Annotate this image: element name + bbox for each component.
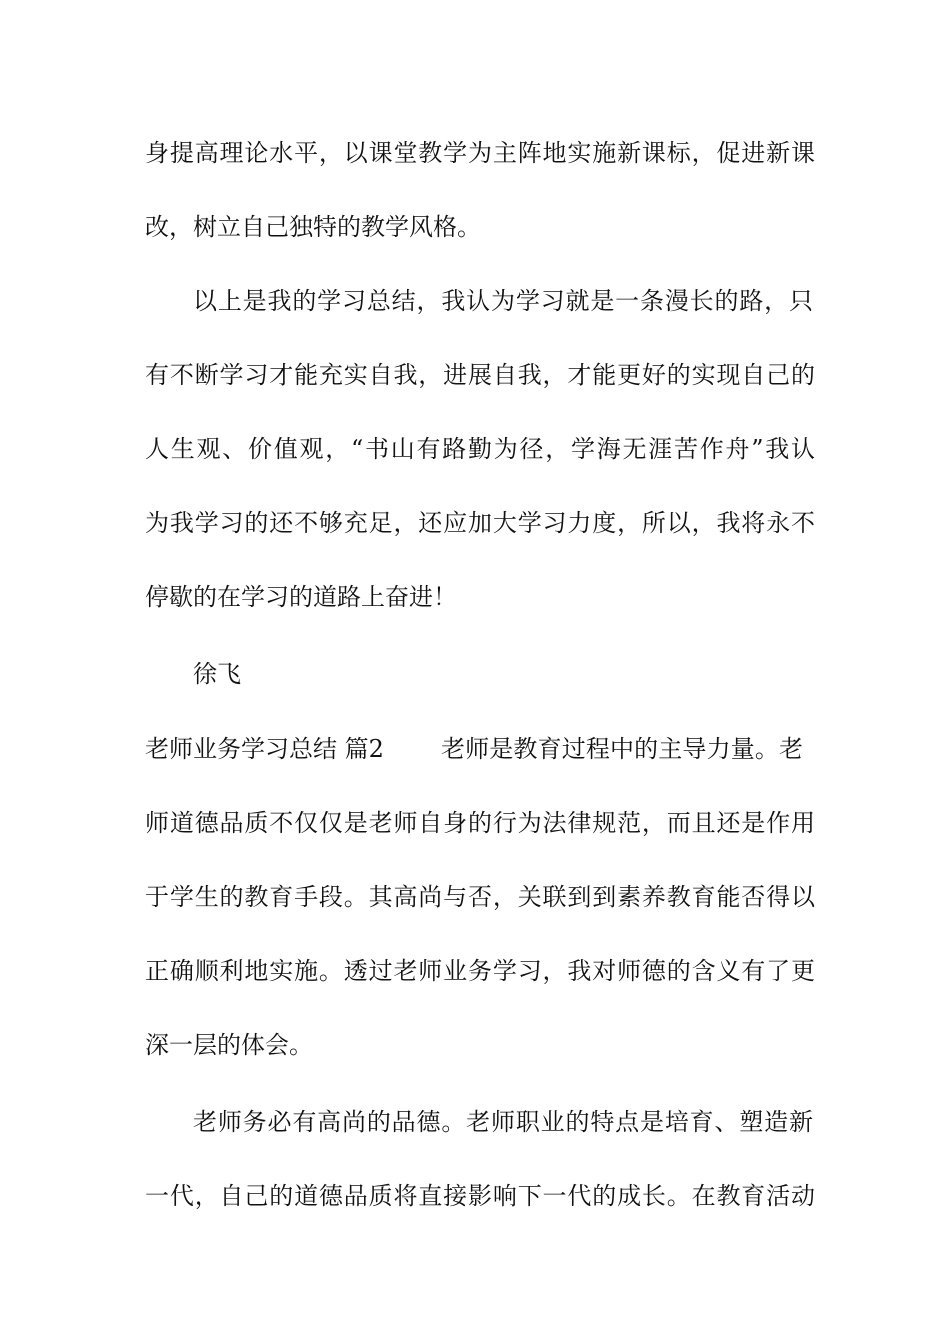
paragraph-line: 正确顺利地实施。透过老师业务学习，我对师德的含义有了更: [145, 957, 815, 985]
paragraph-line: 老师务必有高尚的品德。老师职业的特点是培育、塑造新: [193, 1108, 813, 1136]
paragraph-line: 为我学习的还不够充足，还应加大学习力度，所以，我将永不: [145, 509, 815, 537]
section-title: 老师业务学习总结 篇2: [145, 735, 384, 763]
paragraph-line: 人生观、价值观，“书山有路勤为径，学海无涯苦作舟”我认: [145, 435, 815, 463]
paragraph-line: 师道德品质不仅仅是老师自身的行为法律规范，而且还是作用: [145, 809, 815, 837]
paragraph-line: 一代，自己的道德品质将直接影响下一代的成长。在教育活动: [145, 1182, 815, 1210]
author-signature: 徐飞: [193, 660, 241, 688]
paragraph-line: 深一层的体会。: [145, 1031, 313, 1059]
paragraph-line: 以上是我的学习总结，我认为学习就是一条漫长的路，只: [193, 287, 813, 315]
paragraph-line: 于学生的教育手段。其高尚与否，关联到到素养教育能否得以: [145, 883, 815, 911]
paragraph-line: 停歇的在学习的道路上奋进！: [145, 583, 457, 611]
paragraph-line: 改，树立自己独特的教学风格。: [145, 213, 481, 241]
paragraph-line: 身提高理论水平，以课堂教学为主阵地实施新课标，促进新课: [145, 139, 815, 167]
paragraph-line: 老师是教育过程中的主导力量。老: [441, 735, 803, 763]
section-heading-row: [145, 729, 815, 769]
paragraph-line: 有不断学习才能充实自我，进展自我，才能更好的实现自己的: [145, 361, 815, 389]
